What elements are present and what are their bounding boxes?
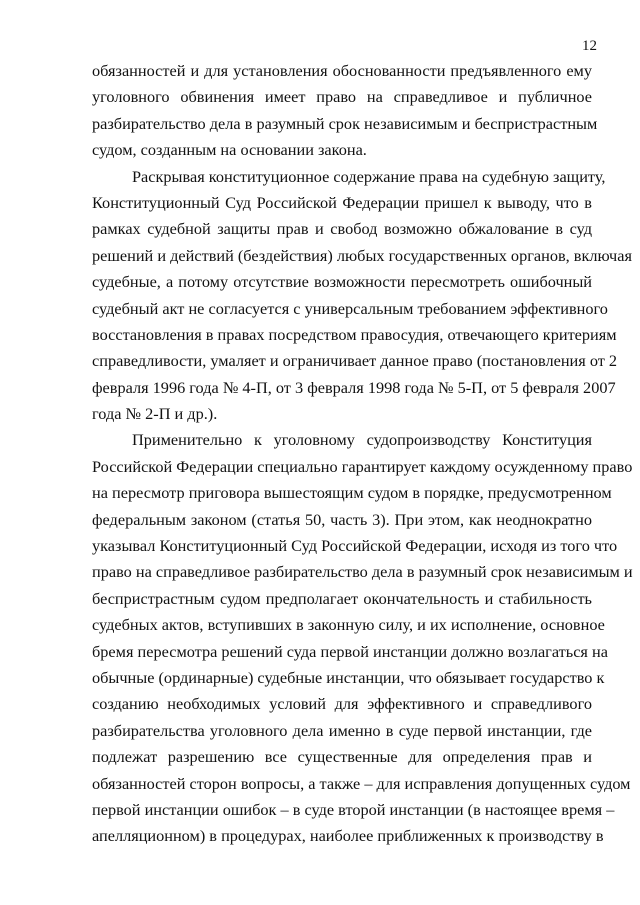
text-line: года № 2-П и др.). xyxy=(92,404,218,424)
text-line: разбирательства уголовного дела именно в суде первой инстанции, где xyxy=(92,720,592,740)
text-line: бремя пересмотра решений суда первой инстанции должно возлагаться на xyxy=(92,641,608,661)
text-line: Российской Федерации специально гарантирует каждому осужденному право xyxy=(92,456,633,476)
text-line: обязанностей сторон вопросы, а также – для исправления допущенных судом xyxy=(92,773,631,793)
text-line: подлежат разрешению все существенные для определения прав и xyxy=(92,747,592,767)
text-line: февраля 1996 года № 4-П, от 3 февраля 1998 года № 5-П, от 5 февраля 2007 xyxy=(92,377,616,397)
text-line: судебные, а потому отсутствие возможности пересмотреть ошибочный xyxy=(92,272,592,292)
text-line: федеральным законом (статья 50, часть 3). При этом, как неоднократно xyxy=(92,509,592,529)
text-line: на пересмотр приговора вышестоящим судом в порядке, предусмотренном xyxy=(92,483,612,503)
text-line: судебный акт не согласуется с универсальным требованием эффективного xyxy=(92,298,608,318)
paragraph-first-line: Применительно к уголовному судопроизводству Конституция xyxy=(132,430,592,450)
text-line: беспристрастным судом предполагает окончательность и стабильность xyxy=(92,588,592,608)
text-line: обязанностей и для установления обоснованности предъявленного ему xyxy=(92,61,592,80)
text-line: право на справедливое разбирательство дела в разумный срок независимым и xyxy=(92,562,633,582)
text-line: судебных актов, вступивших в законную силу, и их исполнение, основное xyxy=(92,615,605,635)
text-line: разбирательство дела в разумный срок независимым и беспристрастным xyxy=(92,113,598,133)
text-line: справедливости, умаляет и ограничивает данное право (постановления от 2 xyxy=(92,351,618,371)
paragraph-first-line: Раскрывая конституционное содержание права на судебную защиту, xyxy=(132,166,606,186)
page-number: 12 xyxy=(582,38,597,54)
text-line: уголовного обвинения имеет право на справедливое и публичное xyxy=(92,87,592,107)
text-line: указывал Конституционный Суд Российской Федерации, исходя из того что xyxy=(92,536,618,556)
text-line: первой инстанции ошибок – в суде второй инстанции (в настоящее время – xyxy=(92,799,615,819)
text-line: судом, созданным на основании закона. xyxy=(92,140,367,160)
text-line: созданию необходимых условий для эффективного и справедливого xyxy=(92,694,592,714)
text-line: рамках судебной защиты прав и свобод возможно обжалование в суд xyxy=(92,219,592,239)
text-line: апелляционном) в процедурах, наиболее приближенных к производству в xyxy=(92,826,604,846)
body-text xyxy=(92,58,633,850)
text-line: Конституционный Суд Российской Федерации пришел к выводу, что в xyxy=(92,192,592,212)
text-line: решений и действий (бездействия) любых государственных органов, включая xyxy=(92,245,632,265)
text-line: восстановления в правах посредством правосудия, отвечающего критериям xyxy=(92,324,617,344)
text-line: обычные (ординарные) судебные инстанции, что обязывает государство к xyxy=(92,667,605,687)
